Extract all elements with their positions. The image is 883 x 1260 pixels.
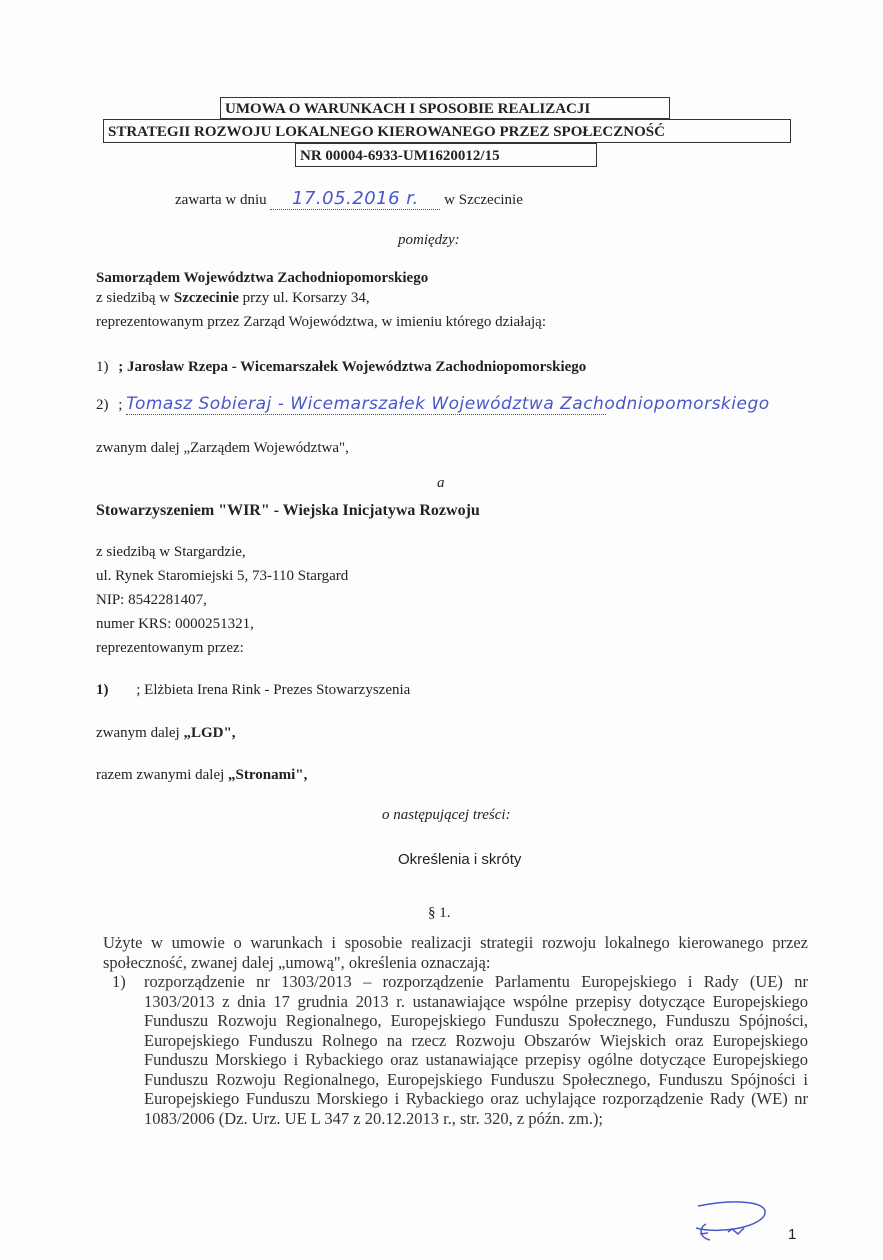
party1-rep2-handwritten: Tomasz Sobieraj - Wicemarszałek Województwa Zachodniopomorskiego (126, 394, 770, 414)
title-box-line3 (295, 143, 597, 167)
title-line1: UMOWA O WARUNKACH I SPOSOBIE REALIZACJI (225, 101, 591, 117)
between-label: pomiędzy: (398, 232, 460, 248)
party1-called: zwanym dalej „Zarządem Województwa", (96, 440, 349, 456)
initials-mark (678, 1198, 774, 1248)
party2-krs: numer KRS: 0000251321, (96, 616, 254, 632)
title-box-line1 (220, 97, 670, 119)
party2-seat: z siedzibą w Stargardzie, (96, 544, 246, 560)
concluded-date: 17.05.2016 r. (292, 188, 419, 209)
definition-1-number: 1) (112, 972, 126, 991)
title-box-line2 (103, 119, 791, 143)
party1-represented: reprezentowanym przez Zarząd Województwa, w imieniu którego działają: (96, 314, 546, 330)
party1-rep2: 2) ; Tomasz Sobieraj - Wicemarszałek Województwa Zachodniopomorskiego (96, 394, 770, 414)
party2-name: Stowarzyszeniem "WIR" - Wiejska Inicjatywa Rozwoju (96, 502, 480, 519)
section-title: Określenia i skróty (398, 851, 522, 868)
party1-seat-city: Szczecinie (173, 290, 239, 306)
party1-rep1: 1) ; Jarosław Rzepa - Wicemarszałek Województwa Zachodniopomorskiego (96, 359, 587, 375)
concluded-prefix: zawarta w dniu (175, 192, 267, 208)
party2-represented: reprezentowanym przez: (96, 640, 244, 656)
definition-1-text: rozporządzenie nr 1303/2013 – rozporządzenie Parlamentu Europejskiego i Rady (UE) nr 1303/2013 z dnia 17 grudnia 2013 r. ustanawiające wspólne przepisy dotyczące Europejskiego Funduszu Rozwoju Regionalnego, Europejskiego Funduszu Społecznego, Funduszu Spójności, Europejskiego Funduszu Rolnego na rzecz Rozwoju Obszarów Wiejskich oraz Europejskiego Funduszu Morskiego i Rybackiego oraz ustanawiające przepisy ogólne dotyczące Europejskiego Funduszu Rozwoju Regionalnego, Europejskiego Funduszu Społecznego, Funduszu Spójności i Europejskiego Funduszu Morskiego i Rybackiego oraz uchylające rozporządzenie Rady (WE) nr 1083/2006 (Dz. Urz. UE L 347 z 20.12.2013 r., str. 320, z późn. zm.); (144, 972, 808, 1128)
definitions-intro: Użyte w umowie o warunkach i sposobie realizacji strategii rozwoju lokalnego kierowanego przez społeczność, zwanej dalej „umową", określenia oznaczają: (103, 933, 808, 972)
page-number: 1 (788, 1226, 797, 1243)
party2-nip: NIP: 8542281407, (96, 592, 207, 608)
title-line3: NR 00004-6933-UM1620012/15 (300, 148, 500, 164)
paragraph-number: § 1. (428, 905, 451, 921)
party1-seat: z siedzibą w Szczecinie przy ul. Korsarzy 34, (96, 290, 370, 306)
concluded-suffix: w Szczecinie (444, 192, 523, 208)
party1-rep2-field (126, 394, 770, 415)
concluded-date-field (270, 188, 440, 210)
together-line: razem zwanymi dalej „Stronami", (96, 767, 308, 783)
content-of-label: o następującej treści: (382, 807, 511, 823)
party2-rep1: 1) ; Elżbieta Irena Rink - Prezes Stowarzyszenia (96, 682, 411, 698)
concluded-line (175, 188, 523, 210)
party2-called: zwanym dalej „LGD", (96, 725, 236, 741)
and-label: a (437, 475, 445, 491)
party2-address: ul. Rynek Staromiejski 5, 73-110 Stargard (96, 568, 349, 584)
title-line2: STRATEGII ROZWOJU LOKALNEGO KIEROWANEGO PRZEZ SPOŁECZNOŚĆ (108, 124, 665, 140)
party1-name: Samorządem Województwa Zachodniopomorskiego (96, 270, 429, 286)
